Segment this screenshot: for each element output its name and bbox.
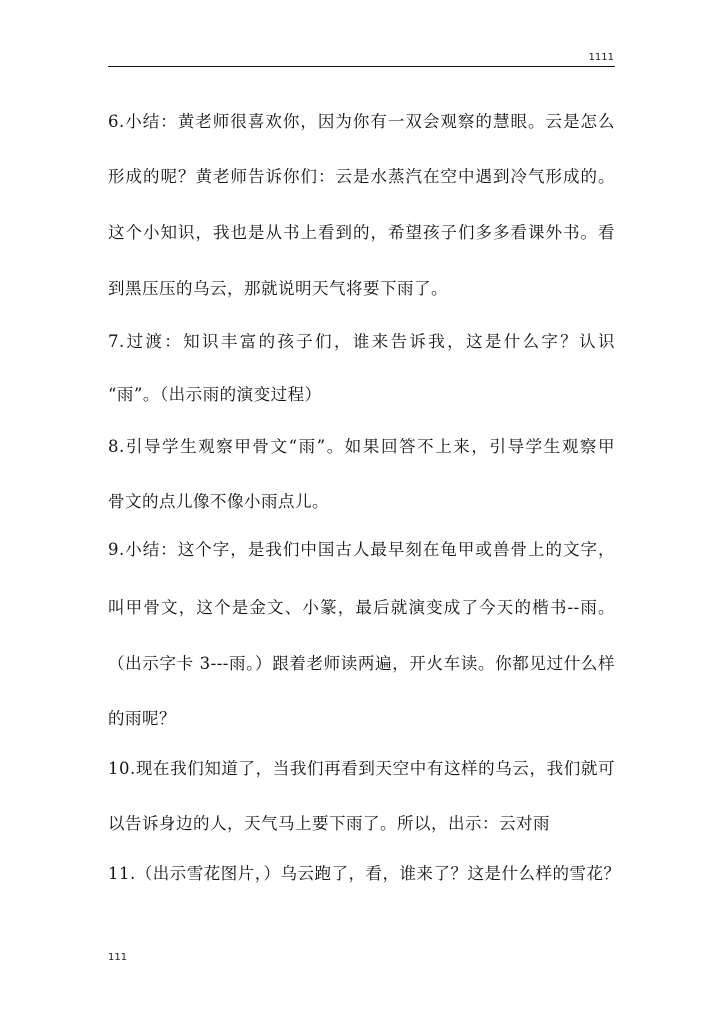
text-line: 10.现在我们知道了，当我们再看到天空中有这样的乌云，我们就可	[108, 759, 615, 778]
text-line: 到黑压压的乌云，那就说明天气将要下雨了。	[108, 279, 448, 298]
footer-page-number: 111	[108, 952, 128, 963]
text-line: 形成的呢？黄老师告诉你们：云是水蒸汽在空中遇到冷气形成的。	[108, 167, 615, 186]
text-line: 6.小结：黄老师很喜欢你，因为你有一双会观察的慧眼。云是怎么	[108, 112, 615, 131]
header-page-number: 1111	[588, 52, 614, 63]
text-line: 叫甲骨文，这个是金文、小篆，最后就演变成了今天的楷书--雨。	[108, 598, 615, 617]
text-line: 8.引导学生观察甲骨文“雨”。如果回答不上来，引导学生观察甲	[108, 437, 615, 456]
text-line: 以告诉身边的人，天气马上要下雨了。所以，出示：云对雨	[108, 814, 550, 833]
text-line: 11.（出示雪花图片，）乌云跑了，看，谁来了？这是什么样的雪花？	[108, 864, 621, 883]
header-divider	[108, 66, 615, 67]
text-line: 骨文的点儿像不像小雨点儿。	[108, 492, 329, 511]
text-line: “雨”。（出示雨的演变过程）	[108, 385, 322, 404]
text-line: 这个小知识，我也是从书上看到的，希望孩子们多多看课外书。看	[108, 223, 615, 242]
text-line: 的雨呢？	[108, 709, 176, 728]
text-line: 9.小结：这个字，是我们中国古人最早刻在龟甲或兽骨上的文字，	[108, 540, 615, 559]
text-line: 7.过渡：知识丰富的孩子们，谁来告诉我，这是什么字？认识	[108, 332, 615, 351]
text-line: （出示字卡 3---雨。）跟着老师读两遍，开火车读。你都见过什么样	[108, 654, 615, 673]
